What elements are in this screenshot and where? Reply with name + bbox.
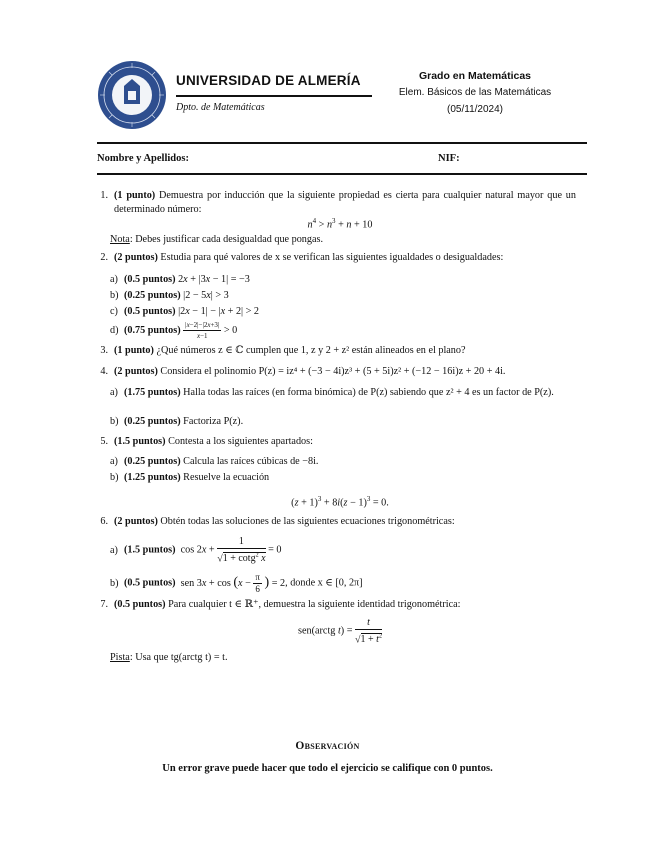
note xyxy=(110,233,323,247)
note-label: Nota xyxy=(110,234,130,245)
equation-5b: $(z + 1)^3 + 8i(z - 1)^3 = 0$. xyxy=(291,495,389,509)
statement: Estudia para qué valores de x se verifican las siguientes igualdades o desigualdades: xyxy=(160,252,504,263)
problem-7: 7. (0.5 puntos) Para cualquier t ∈ ℝ⁺, demuestra la siguiente identidad trigonométrica: xyxy=(100,599,461,610)
note-text: : Debes justificar cada desigualdad que pongas. xyxy=(129,234,324,245)
statement: Considera el polinomio P(z) = iz⁴ + (−3 − 4i)z³ + (5 + 5i)z² + (−12 − 16i)z + 20 + 4i. xyxy=(160,366,506,377)
problem-number: 2. xyxy=(100,252,108,263)
problem-4: 4. (2 puntos) Considera el polinomio P(z) = iz⁴ + (−3 − 4i)z³ + (5 + 5i)z² + (−12 − 16i)z + 20 + 4i. xyxy=(100,366,506,377)
inequality: |2x − 1| − |x + 2| > 2 xyxy=(178,306,260,317)
points: (2 puntos) xyxy=(114,252,158,263)
problem-2 xyxy=(94,251,576,265)
nif-label: NIF: xyxy=(438,153,460,164)
problem-4b: b) (0.25 puntos) Factoriza P(z). xyxy=(110,416,244,427)
university-name: UNIVERSIDAD DE ALMERÍA xyxy=(176,73,361,88)
hint xyxy=(110,651,228,665)
problem-6b: b) (0.5 puntos) sen 3x + cos (x − $\frac{\pi}{6}$ ) = 2, donde x ∈ [0, 2π] xyxy=(110,572,363,594)
problem-2a: a) (0.5 puntos) 2x + |3x − 1| = −3 xyxy=(110,274,250,285)
problem-6: 6. (2 puntos) Obtén todas las soluciones de las siguientes ecuaciones trigonométricas: xyxy=(100,516,455,527)
inequality: |2 − 5x| > 3 xyxy=(183,290,229,301)
statement: Obtén todas las soluciones de las siguientes ecuaciones trigonométricas: xyxy=(160,516,455,527)
top-rule xyxy=(97,142,587,144)
points: (1 punto) xyxy=(114,190,156,201)
name-label: Nombre y Apellidos: xyxy=(97,153,189,164)
problem-5b: b) (1.25 puntos) Resuelve la ecuación xyxy=(110,472,270,483)
problem-2d: d) (0.75 puntos) $\frac{|x-2|-|2x+3|}{x-1}$ > 0 xyxy=(110,321,238,340)
statement: Demuestra por inducción que la siguiente propiedad es cierta para cualquier natural mayor que un determinado número: xyxy=(114,190,576,215)
bottom-rule xyxy=(97,173,587,175)
hint-label: Pista xyxy=(110,652,130,663)
problem-5a: a) (0.25 puntos) Calcula las raíces cúbicas de −8i. xyxy=(110,456,319,467)
hint-text: : Usa que tg(arctg t) = t. xyxy=(129,652,228,663)
problem-1 xyxy=(94,189,576,217)
equation: 2x + |3x − 1| = −3 xyxy=(178,274,250,285)
problem-2b: b) (0.25 puntos) |2 − 5x| > 3 xyxy=(110,290,229,301)
problem-5: 5. (1.5 puntos) Contesta a los siguientes apartados: xyxy=(100,436,313,447)
statement: Contesta a los siguientes apartados: xyxy=(168,436,313,447)
problem-4a: a) (1.75 puntos) Halla todas las raíces (en forma binómica) de P(z) sabiendo que z² + 4 es un factor de P(z). xyxy=(110,387,554,398)
university-seal xyxy=(97,60,167,130)
statement: Para cualquier t ∈ ℝ⁺, demuestra la siguiente identidad trigonométrica: xyxy=(168,599,461,610)
header-rule xyxy=(176,95,372,97)
induction-formula: $n^4 > n^3 + n + 10$ xyxy=(307,217,373,231)
problem-6a: a) (1.5 puntos) cos 2x + $\frac{1}{√1 + \cot g^2 x}$ = 0 xyxy=(110,536,282,565)
statement: ¿Qué números z ∈ ℂ cumplen que 1, z y 2 + z² están alineados en el plano? xyxy=(156,345,466,356)
exam-date: (05/11/2024) xyxy=(447,104,503,115)
seal-icon xyxy=(97,60,167,130)
problem-number: 1. xyxy=(100,190,108,201)
identity-7: sen(arctg t) = $\frac{t}{√1 + t^2}$ xyxy=(298,617,382,646)
problem-3: 3. (1 punto) ¿Qué números z ∈ ℂ cumplen que 1, z y 2 + z² están alineados en el plano? xyxy=(100,345,466,356)
degree-name: Grado en Matemáticas xyxy=(418,70,532,82)
course-name: Elem. Básicos de las Matemáticas xyxy=(398,87,552,98)
problem-2c: c) (0.5 puntos) |2x − 1| − |x + 2| > 2 xyxy=(110,306,260,317)
observation-title: Observación xyxy=(295,740,360,752)
department-name: Dpto. de Matemáticas xyxy=(176,102,265,113)
observation-text: Un error grave puede hacer que todo el ejercicio se califique con 0 puntos. xyxy=(162,763,493,774)
